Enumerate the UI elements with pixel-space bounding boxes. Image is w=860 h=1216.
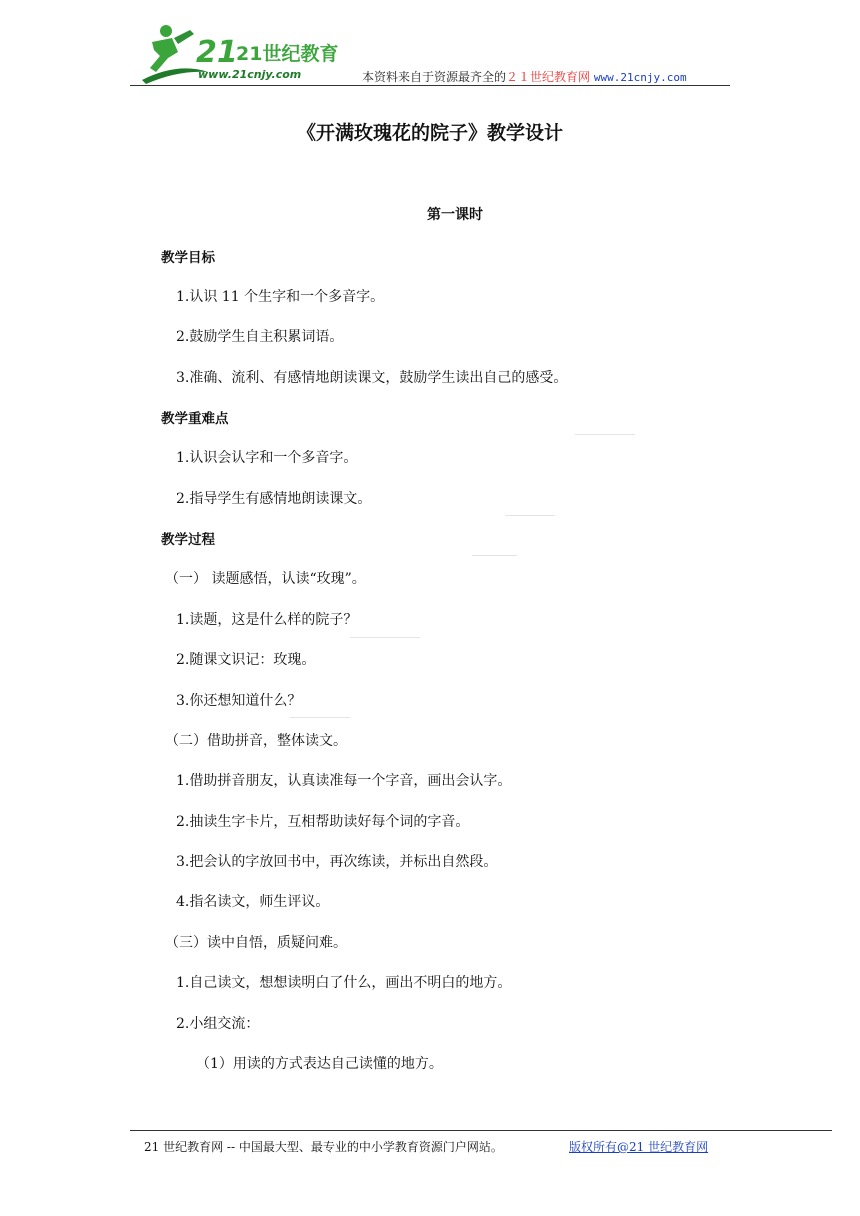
footer-copyright-link[interactable]: 版权所有@21 世纪教育网 [569, 1140, 709, 1154]
lesson-heading: 第一课时 [427, 207, 483, 223]
note-site-name[interactable]: ２１世纪教育网 [506, 70, 591, 84]
scan-artifact [472, 555, 517, 556]
body-line: 2.随课文识记：玫瑰。 [176, 652, 316, 668]
body-line: 3.准确、流利、有感情地朗读课文，鼓励学生读出自己的感受。 [176, 370, 568, 386]
header-source-note [362, 68, 687, 85]
scan-artifact [575, 434, 635, 435]
page-header [130, 22, 730, 86]
body-line: 4.指名读文，师生评议。 [176, 894, 330, 910]
body-line: 3.你还想知道什么？ [176, 693, 302, 709]
body-line: 2.指导学生有感情地朗读课文。 [176, 491, 372, 507]
body-line: 1.借助拼音朋友，认真读准每一个字音，画出会认字。 [176, 773, 512, 789]
runner-logo-icon [138, 22, 338, 84]
body-line: 1.认识会认字和一个多音字。 [176, 450, 358, 466]
section-heading: 教学过程 [161, 532, 215, 548]
scan-artifact [505, 515, 555, 516]
section-heading: 教学目标 [161, 250, 215, 266]
note-site-url[interactable]: www.21cnjy.com [593, 71, 687, 84]
footer-divider [130, 1130, 832, 1131]
body-line: 3.把会认的字放回书中，再次练读，并标出自然段。 [176, 854, 498, 870]
body-line: 1.读题，这是什么样的院子？ [176, 612, 358, 628]
body-line: 2.鼓励学生自主积累词语。 [176, 329, 344, 345]
body-line: 2.抽读生字卡片，互相帮助读好每个词的字音。 [176, 814, 470, 830]
section-heading: 教学重难点 [161, 411, 229, 427]
svg-text:21: 21 [196, 35, 238, 70]
header-divider [130, 85, 730, 86]
scan-artifact [290, 717, 350, 718]
step-heading: （一） 读题感悟，认读“玫瑰”。 [165, 571, 366, 587]
step-heading: （三）读中自悟，质疑问难。 [165, 935, 347, 951]
site-logo [138, 22, 338, 84]
body-line: 2.小组交流： [176, 1016, 260, 1032]
footer-site-description: 21 世纪教育网 -- 中国最大型、最专业的中小学教育资源门户网站。 [144, 1140, 503, 1154]
sub-item-line: （1）用读的方式表达自己读懂的地方。 [196, 1056, 443, 1072]
body-line: 1.认识 11 个生字和一个多音字。 [176, 289, 385, 305]
note-prefix: 本资料来自于资源最齐全的 [362, 70, 507, 84]
document-title: 《开满玫瑰花的院子》教学设计 [296, 122, 563, 144]
body-line: 1.自己读文，想想读明白了什么，画出不明白的地方。 [176, 975, 512, 991]
svg-text:www.21cnjy.com: www.21cnjy.com [198, 68, 302, 81]
step-heading: （二）借助拼音，整体读文。 [165, 733, 347, 749]
scan-artifact [350, 637, 420, 638]
svg-text:21世纪教育: 21世纪教育 [236, 43, 338, 65]
